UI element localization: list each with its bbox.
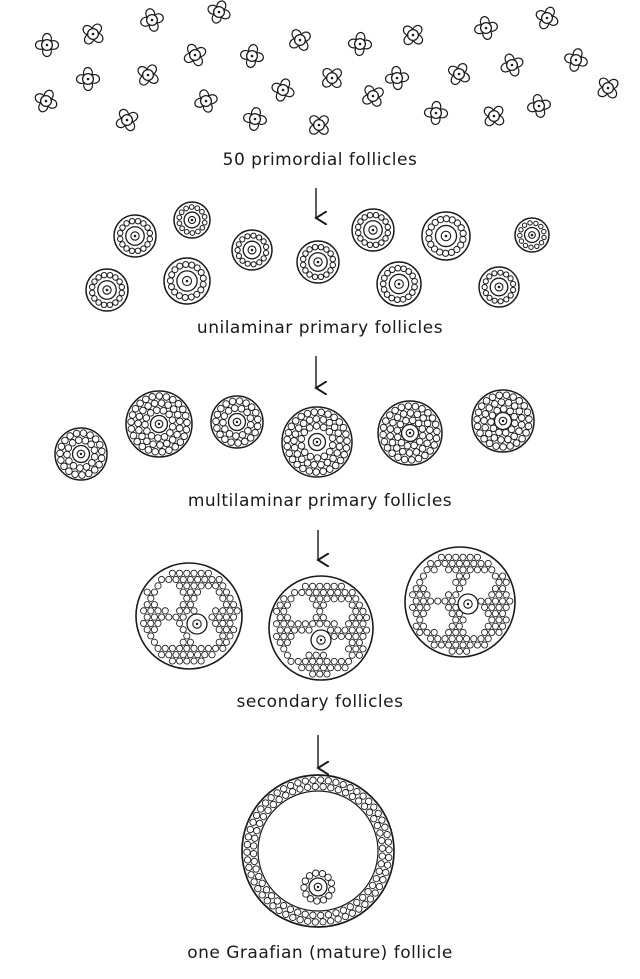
label-primordial: 50 primordial follicles <box>222 150 418 170</box>
primordial-follicle <box>308 114 331 137</box>
unilaminar-follicle <box>297 241 339 283</box>
graafian-follicle-group <box>242 775 394 927</box>
graafian-follicle <box>242 775 394 927</box>
primordial-follicle <box>81 22 105 46</box>
primordial-follicle <box>500 53 525 78</box>
primordial-follicle <box>36 34 59 57</box>
unilaminar-follicle <box>479 267 519 307</box>
primordial-follicle <box>535 6 560 31</box>
unilaminar-follicle <box>164 258 210 304</box>
primordial-follicle <box>564 48 589 73</box>
multilaminar-follicle <box>126 391 192 457</box>
primordial-follicle <box>424 101 448 125</box>
primordial-follicle <box>361 84 385 108</box>
label-secondary: secondary follicles <box>236 692 404 712</box>
primordial-follicle <box>136 63 160 87</box>
primordial-follicle <box>596 76 620 100</box>
primordial-follicle <box>207 0 232 24</box>
unilaminar-follicle <box>114 215 156 257</box>
secondary-follicle <box>405 547 515 657</box>
label-unilaminar: unilaminar primary follicles <box>196 318 444 338</box>
primordial-follicle <box>447 62 471 86</box>
primordial-follicle <box>243 107 267 131</box>
primordial-follicle <box>385 66 409 90</box>
unilaminar-follicle <box>174 202 210 238</box>
primordial-follicle <box>34 89 59 114</box>
secondary-follicle <box>136 563 242 669</box>
unilaminar-follicle <box>515 218 549 252</box>
multilaminar-follicle <box>472 390 534 452</box>
primordial-follicle <box>194 89 219 114</box>
primordial-follicle <box>474 16 498 40</box>
primordial-follicle <box>527 94 551 118</box>
secondary-follicles-group <box>136 547 515 680</box>
multilaminar-follicle <box>211 396 263 448</box>
unilaminar-follicles-group <box>86 202 549 311</box>
primordial-follicle <box>348 32 372 56</box>
primordial-follicle <box>271 78 296 103</box>
multilaminar-follicles-group <box>55 390 534 480</box>
primordial-follicle <box>140 8 165 33</box>
label-multilaminar: multilaminar primary follicles <box>187 491 453 511</box>
primordial-follicle <box>401 23 424 46</box>
primordial-follicle <box>76 67 99 90</box>
primordial-follicle <box>240 44 264 68</box>
label-graafian: one Graafian (mature) follicle <box>187 943 453 963</box>
primordial-follicle <box>288 28 312 52</box>
unilaminar-follicle <box>422 212 470 260</box>
multilaminar-follicle <box>378 401 442 465</box>
primordial-follicles-group <box>34 0 620 136</box>
multilaminar-follicle <box>55 428 107 480</box>
primordial-follicle <box>482 104 505 127</box>
unilaminar-follicle <box>377 262 421 306</box>
unilaminar-follicle <box>86 269 128 311</box>
primordial-follicle <box>321 67 344 90</box>
primordial-follicle <box>115 108 140 133</box>
unilaminar-follicle <box>352 209 394 251</box>
secondary-follicle <box>269 576 373 680</box>
multilaminar-follicle <box>282 407 352 477</box>
primordial-follicle <box>183 43 207 67</box>
unilaminar-follicle <box>232 230 272 270</box>
